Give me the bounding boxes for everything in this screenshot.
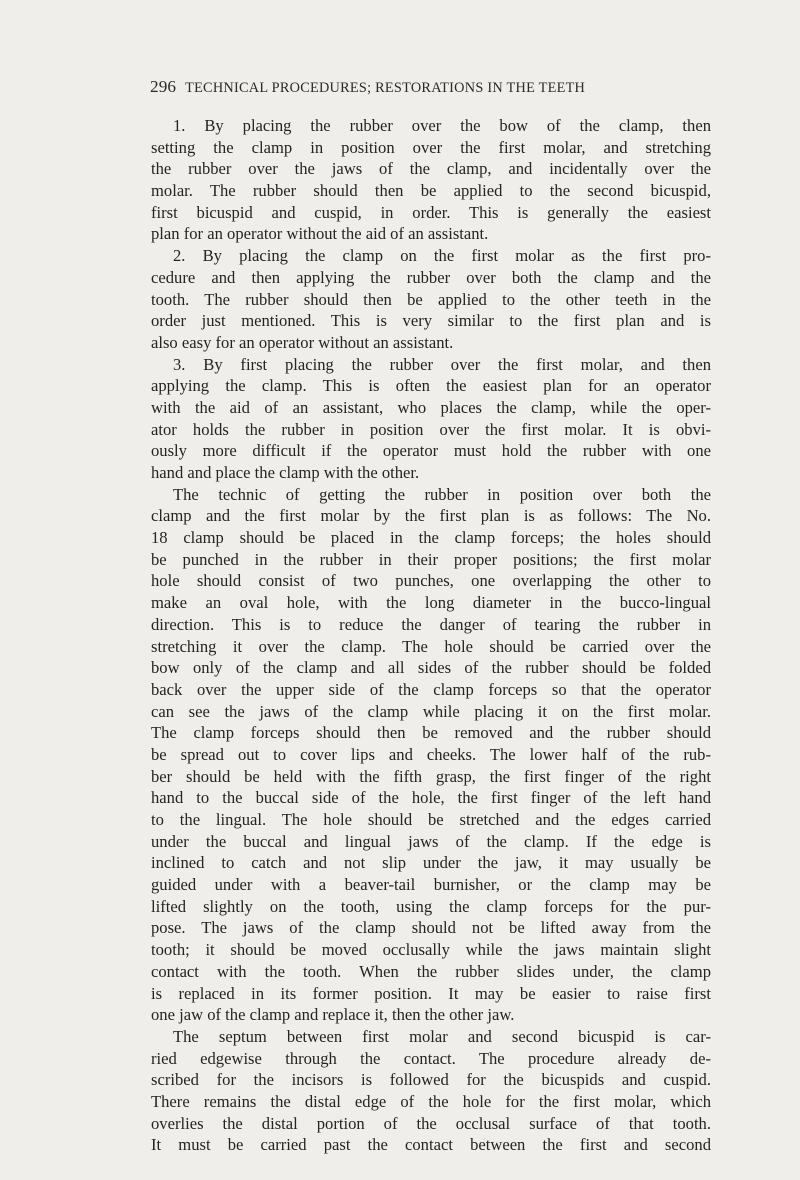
text-line: pose. The jaws of the clamp should not be lifted away from the (151, 918, 711, 938)
body-text (151, 115, 711, 1156)
text-line: ber should be held with the fifth grasp, the first finger of the right (151, 766, 711, 786)
text-line: can see the jaws of the clamp while placing it on the first molar. (151, 701, 711, 721)
text-line: 1. By placing the rubber over the bow of the clamp, then (173, 116, 711, 135)
text-line: is replaced in its former position. It may be easier to raise first (151, 983, 711, 1003)
text-line: ator holds the rubber in position over the first molar. It is obvi- (151, 419, 711, 439)
text-line: ried edgewise through the contact. The procedure already de- (151, 1048, 711, 1068)
text-line: overlies the distal portion of the occlusal surface of that tooth. (151, 1113, 711, 1133)
text-line: one jaw of the clamp and replace it, then the other jaw. (151, 1005, 515, 1025)
text-line: guided under with a beaver-tail burnisher, or the clamp may be (151, 875, 711, 895)
text-line: 3. By first placing the rubber over the first molar, and then (173, 354, 711, 374)
page-number: 296 (150, 77, 177, 96)
text-line: stretching it over the clamp. The hole should be carried over the (151, 636, 711, 656)
text-line: ously more difficult if the operator must hold the rubber with one (151, 441, 711, 461)
text-line: back over the upper side of the clamp forceps so that the operator (151, 679, 711, 699)
text-line: plan for an operator without the aid of an assistant. (151, 224, 489, 244)
text-line: also easy for an operator without an assistant. (151, 332, 454, 352)
running-header (150, 77, 710, 101)
text-line: direction. This is to reduce the danger of tearing the rubber in (151, 614, 711, 634)
text-line: There remains the distal edge of the hole for the first molar, which (151, 1091, 711, 1111)
text-line: be spread out to cover lips and cheeks. The lower half of the rub- (151, 744, 711, 764)
text-line: bow only of the clamp and all sides of the rubber should be folded (151, 658, 711, 678)
text-line: 2. By placing the clamp on the first molar as the first pro- (173, 246, 711, 266)
text-line: hand and place the clamp with the other. (151, 463, 420, 482)
text-line: be punched in the rubber in their proper positions; the first molar (151, 549, 711, 569)
text-line: scribed for the incisors is followed for the bicuspids and cuspid. (151, 1070, 711, 1090)
text-line: the rubber over the jaws of the clamp, and incidentally over the (151, 159, 711, 179)
text-line: make an oval hole, with the long diameter in the bucco-lingual (151, 593, 711, 613)
text-line: setting the clamp in position over the first molar, and stretching (151, 137, 711, 157)
text-line: contact with the tooth. When the rubber slides under, the clamp (151, 961, 711, 981)
text-line: 18 clamp should be placed in the clamp forceps; the holes should (151, 528, 711, 548)
running-title: TECHNICAL PROCEDURES; RESTORATIONS IN THE TEETH (185, 80, 586, 96)
text-line: It must be carried past the contact between the first and second (151, 1135, 711, 1155)
text-line: The technic of getting the rubber in position over both the (173, 484, 711, 504)
text-line: order just mentioned. This is very similar to the first plan and is (151, 311, 711, 331)
text-line: with the aid of an assistant, who places the clamp, while the oper- (151, 397, 711, 417)
text-line: hole should consist of two punches, one overlapping the other to (151, 571, 711, 591)
text-line: inclined to catch and not slip under the jaw, it may usually be (151, 853, 711, 873)
text-line: tooth. The rubber should then be applied to the other teeth in the (151, 289, 711, 309)
text-line: The septum between first molar and second bicuspid is car- (173, 1026, 711, 1046)
text-line: applying the clamp. This is often the easiest plan for an operator (151, 376, 711, 396)
text-line: tooth; it should be moved occlusally while the jaws maintain slight (151, 940, 711, 960)
text-line: lifted slightly on the tooth, using the clamp forceps for the pur- (151, 896, 711, 916)
text-line: to the lingual. The hole should be stretched and the edges carried (151, 810, 711, 829)
text-line: molar. The rubber should then be applied to the second bicuspid, (151, 181, 711, 201)
text-line: first bicuspid and cuspid, in order. This is generally the easiest (151, 202, 711, 222)
text-line: cedure and then applying the rubber over both the clamp and the (151, 267, 711, 287)
text-line: hand to the buccal side of the hole, the first finger of the left hand (151, 788, 711, 808)
text-line: clamp and the first molar by the first plan is as follows: The No. (151, 506, 711, 526)
text-line: The clamp forceps should then be removed and the rubber should (151, 723, 711, 743)
text-line: under the buccal and lingual jaws of the clamp. If the edge is (151, 831, 711, 851)
